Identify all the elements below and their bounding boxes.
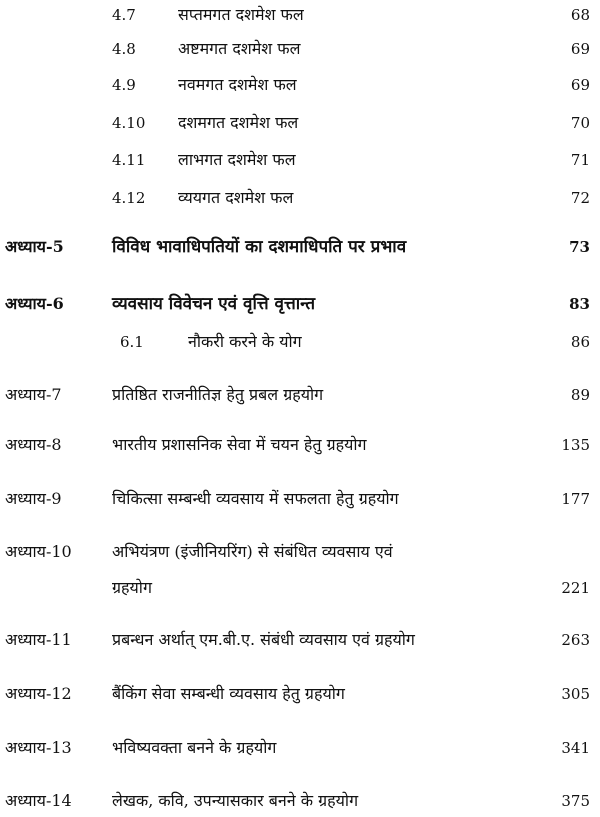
- chapter-label: अध्याय-5: [5, 237, 64, 256]
- toc-entry-4-7: [0, 0, 600, 30]
- page-number: 89: [570, 386, 590, 404]
- page-number: 221: [561, 579, 590, 597]
- page-number: 71: [570, 151, 590, 169]
- toc-entry-chapter-11: [0, 625, 600, 655]
- section-title: नौकरी करने के योग: [188, 332, 302, 351]
- toc-entry-4-8: [0, 34, 600, 64]
- section-number: 6.1: [120, 333, 144, 351]
- section-number: 4.12: [112, 189, 146, 207]
- page-number: 177: [561, 490, 590, 508]
- chapter-label: अध्याय-13: [5, 738, 72, 757]
- chapter-title: बैंकिंग सेवा सम्बन्धी व्यवसाय हेतु ग्रहयोग: [112, 684, 345, 703]
- chapter-label: अध्याय-12: [5, 684, 72, 703]
- section-number: 4.9: [112, 76, 136, 94]
- page-number: 83: [569, 295, 590, 313]
- toc-entry-4-9: [0, 70, 600, 100]
- page-number: 305: [561, 685, 590, 703]
- section-title: व्ययगत दशमेश फल: [178, 188, 294, 207]
- page-number: 135: [561, 436, 590, 454]
- page-number: 73: [569, 238, 590, 256]
- section-number: 4.11: [112, 151, 146, 169]
- section-title: नवमगत दशमेश फल: [178, 75, 297, 94]
- chapter-label: अध्याय-6: [5, 294, 64, 313]
- chapter-title: लेखक, कवि, उपन्यासकार बनने के ग्रहयोग: [112, 791, 359, 810]
- page-number: 263: [561, 631, 590, 649]
- section-title: सप्तमगत दशमेश फल: [178, 5, 304, 24]
- toc-entry-6-1: [0, 327, 600, 357]
- section-title: दशमगत दशमेश फल: [178, 113, 299, 132]
- chapter-title: भारतीय प्रशासनिक सेवा में चयन हेतु ग्रहयोग: [112, 435, 367, 454]
- section-title: लाभगत दशमेश फल: [178, 150, 296, 169]
- chapter-title-continued: ग्रहयोग: [112, 578, 152, 597]
- page-number: 70: [570, 114, 590, 132]
- chapter-label: अध्याय-10: [5, 542, 72, 561]
- toc-entry-chapter-10: [0, 537, 600, 567]
- section-title: अष्टमगत दशमेश फल: [178, 39, 301, 58]
- chapter-title: चिकित्सा सम्बन्धी व्यवसाय में सफलता हेतु ग्रहयोग: [112, 489, 399, 508]
- chapter-title: अभियंत्रण (इंजीनियरिंग) से संबंधित व्यवसाय एवं: [112, 542, 393, 561]
- section-number: 4.8: [112, 40, 136, 58]
- toc-entry-4-10: [0, 108, 600, 138]
- chapter-label: अध्याय-7: [5, 385, 62, 404]
- toc-entry-chapter-14: [0, 786, 600, 816]
- toc-entry-chapter-6: [0, 289, 600, 319]
- chapter-label: अध्याय-9: [5, 489, 62, 508]
- toc-entry-4-12: [0, 183, 600, 213]
- chapter-label: अध्याय-14: [5, 791, 72, 810]
- page-number: 68: [570, 6, 590, 24]
- toc-entry-chapter-13: [0, 733, 600, 763]
- chapter-title: व्यवसाय विवेचन एवं वृत्ति वृत्तान्त: [112, 294, 316, 314]
- chapter-title: विविध भावाधिपतियों का दशमाधिपति पर प्रभाव: [112, 237, 407, 257]
- chapter-label: अध्याय-11: [5, 630, 72, 649]
- page-number: 69: [570, 40, 590, 58]
- section-number: 4.7: [112, 6, 136, 24]
- page-number: 72: [570, 189, 590, 207]
- chapter-label: अध्याय-8: [5, 435, 62, 454]
- toc-entry-chapter-8: [0, 430, 600, 460]
- chapter-title: प्रतिष्ठित राजनीतिज्ञ हेतु प्रबल ग्रहयोग: [112, 385, 324, 404]
- toc-entry-chapter-10-cont: [0, 573, 600, 603]
- toc-entry-chapter-7: [0, 380, 600, 410]
- page-number: 341: [561, 739, 590, 757]
- toc-entry-chapter-9: [0, 484, 600, 514]
- section-number: 4.10: [112, 114, 146, 132]
- page-number: 86: [570, 333, 590, 351]
- toc-entry-4-11: [0, 145, 600, 175]
- page-number: 69: [570, 76, 590, 94]
- chapter-title: प्रबन्धन अर्थात् एम.बी.ए. संबंधी व्यवसाय एवं ग्रहयोग: [112, 630, 415, 649]
- toc-entry-chapter-12: [0, 679, 600, 709]
- page-number: 375: [561, 792, 590, 810]
- chapter-title: भविष्यवक्ता बनने के ग्रहयोग: [112, 738, 277, 757]
- toc-entry-chapter-5: [0, 232, 600, 262]
